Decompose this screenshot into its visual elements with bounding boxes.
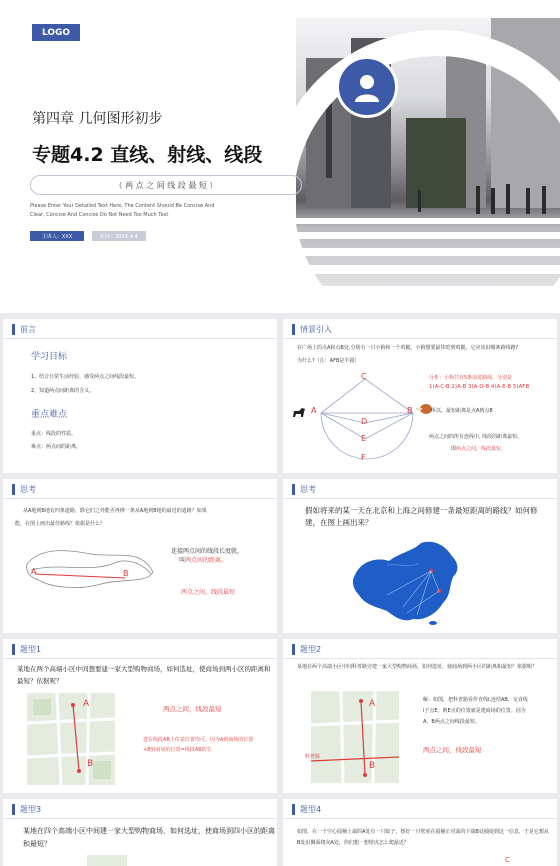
so-text: 所以，最短距离是点A到点B xyxy=(431,408,493,414)
question-2: 能，在图上画出最佳路线？依据是什么？ xyxy=(15,521,106,527)
label-a: A xyxy=(369,699,376,709)
answer: 两点之间，线段最短 xyxy=(423,746,482,754)
header-title: 前言 xyxy=(20,324,36,334)
goal-1: 1、结合日常生活经验，感受两点之间线段最短。 xyxy=(31,374,140,380)
slide-type-1 xyxy=(3,639,277,793)
question-2: 为什么?（注：AFB是半圆） xyxy=(297,358,360,364)
header-title: 题型1 xyxy=(20,644,42,654)
note-2 xyxy=(179,556,227,565)
conclusion-red: 两点之间，线段最短。 xyxy=(456,446,507,452)
time-text: 时间：20XX.4.4 xyxy=(100,233,138,240)
road-label: 科普路 xyxy=(305,754,321,760)
header-title: 题型3 xyxy=(20,804,42,814)
route-diagram xyxy=(313,371,423,467)
note-2-prefix: 叫 xyxy=(179,557,186,564)
speaker-tag xyxy=(30,231,84,241)
header-title: 思考 xyxy=(20,484,36,494)
label-f: F xyxy=(361,453,366,462)
slide-type-3 xyxy=(3,799,277,866)
conclusion-1: 两点之间的所有连线中, 线段的距离最短。 xyxy=(429,434,523,440)
slide-type-2 xyxy=(283,639,557,793)
time-tag xyxy=(92,231,146,241)
slide-header xyxy=(283,319,557,339)
slide-header xyxy=(3,799,277,819)
label-c: C xyxy=(505,856,510,864)
question: 某地在两个高端小区中间科普路旁建一家大型购物商场，如何选址，使商场到两小区的距离和最短？依据呢？ xyxy=(297,664,538,670)
answer: 两点之间，线段最短 xyxy=(163,705,222,713)
header-title: 题型2 xyxy=(300,644,322,654)
label-b: B xyxy=(369,761,376,771)
city-map xyxy=(311,691,399,783)
label-a: A xyxy=(311,406,317,415)
map-image xyxy=(311,691,399,783)
label-d: D xyxy=(361,417,368,426)
cover-desc-2: Clear, Concise And Concise Do Not Need Too Much Text xyxy=(30,212,169,218)
logo-text: LOGO xyxy=(41,27,71,38)
slide-header xyxy=(3,639,277,659)
label-e: E xyxy=(361,434,367,443)
note-1: 连接两点间的线段长度就， xyxy=(171,548,244,555)
note-2-red: 两点间的距离。 xyxy=(185,557,228,564)
china-map xyxy=(347,535,467,627)
slide-type-4 xyxy=(283,799,557,866)
analysis-1: 分析：小狗共有5条前进路线，分别是 xyxy=(429,375,513,381)
slide-header xyxy=(283,799,557,819)
conclusion-prefix: 即 xyxy=(451,446,457,452)
analysis-2: 1)A-C-B 2)A-B 3)A-D-B 4)A-E-B 5)AFB xyxy=(429,384,530,390)
logo-box xyxy=(32,24,80,41)
subtitle: （ 两 点 之 间 线 段 最 短 ） xyxy=(114,180,218,190)
slide-think-2 xyxy=(283,479,557,633)
question: 某地在两个高端小区中间想要建一家大型购物商场，如何选址，使商场到两小区的距离和最短？依据呢？ xyxy=(17,665,271,685)
speaker-text: 主讲人：XXX xyxy=(41,233,73,240)
label-a: A xyxy=(31,567,37,576)
label-b: B xyxy=(87,759,94,769)
cover-desc-1: Please Enter Your Detailed Text Here, The Content Should Be Concise And xyxy=(30,203,215,209)
label-b: B xyxy=(123,569,129,578)
conclusion-2 xyxy=(451,445,506,454)
city-map xyxy=(27,693,115,785)
question-1: 从A地到B地有四条道路，除它们之外能否再修一条从A地到B地的最近的道路？如果 xyxy=(23,508,207,514)
road-diagram xyxy=(21,544,161,594)
chapter-title: 第四章 几何图形初步 xyxy=(32,111,163,127)
question: 某地在四个高端小区中间建一家大型购物商场，如何选址，使商场到四小区的距离和最短？ xyxy=(23,827,275,848)
header-title: 情景引入 xyxy=(300,324,332,334)
map-image xyxy=(87,855,127,866)
person-icon xyxy=(353,72,381,102)
slide-scenario xyxy=(283,319,557,473)
answer: 两点之间，线段最短 xyxy=(181,589,236,596)
header-title: 思考 xyxy=(300,484,316,494)
slide-header xyxy=(283,639,557,659)
question: 如图，在一个空心圆桶上端的A处有一只蚊子，想好一只壁虎在圆桶正对面的下端B处捕捉到这一信息，于是它想从B处沿侧面爬向A处，你们想一想壁虎怎么爬最近？ xyxy=(297,829,549,846)
question: 假如将来的某一天在北京和上海之间修建一条最短距离的路线？如何修建，在图上画出来？ xyxy=(305,506,538,527)
cover-slide xyxy=(0,0,560,313)
subtitle-box xyxy=(30,175,302,195)
slide-header xyxy=(3,479,277,499)
question-1: 在广场上的点A和点B处,分别有一只小狗和一个鸡腿，小狗想要最快吃到鸡腿，它应该沿哪条路线跑? xyxy=(297,345,519,351)
note: 建在线段AB上任意位置均可。因为A到商场的位置+B到商场的位置=线段AB的长 xyxy=(143,737,254,753)
key-1: 重点：线段的性质。 xyxy=(31,431,77,437)
key-title: 重点难点 xyxy=(31,410,68,420)
main-title: 专题4.2 直线、射线、线段 xyxy=(32,144,263,166)
slide-think-1 xyxy=(3,479,277,633)
slide-header xyxy=(3,319,277,339)
key-2: 难点：两点间的距离。 xyxy=(31,444,82,450)
label-a: A xyxy=(83,699,90,709)
slide-header xyxy=(283,479,557,499)
avatar-circle xyxy=(336,56,398,118)
label-b: B xyxy=(407,406,413,415)
map-image xyxy=(27,693,115,785)
goal-title: 学习目标 xyxy=(31,352,68,362)
goal-2: 2、知道两点间距离的含义。 xyxy=(31,388,95,394)
slide-preface xyxy=(3,319,277,473)
label-c: C xyxy=(361,372,367,381)
dog-icon xyxy=(291,405,307,419)
solution: 解：如图，把科普路看作直线l,连结AB，交直线l于点E，则E点的位置就是建商场的位置。因为A、B两点之间线段最短。 xyxy=(423,697,528,725)
header-title: 题型4 xyxy=(300,804,322,814)
